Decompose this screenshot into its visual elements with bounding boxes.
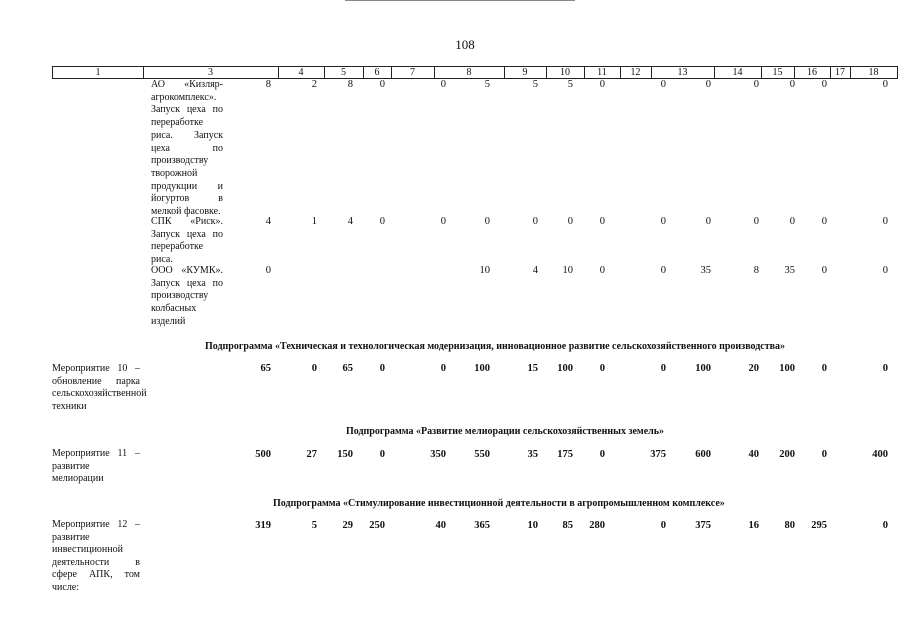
row-risk-value-col11: 0	[567, 216, 573, 227]
measure-12-value-col7: 250	[369, 520, 385, 531]
measure-12-value-col14: 375	[695, 520, 711, 531]
row-risk-value-col10: 0	[532, 216, 538, 227]
header-cell: 3	[208, 67, 213, 78]
header-cell: 16	[807, 67, 817, 78]
row-kumk-value-col15: 8	[753, 265, 759, 276]
measure-11-value-col9: 550	[474, 449, 490, 460]
header-divider	[434, 67, 435, 78]
measure-12-value-col10: 10	[527, 520, 538, 531]
header-divider	[278, 67, 279, 78]
measure-11-value-col11: 175	[557, 449, 573, 460]
row-kizlyar-value-col9: 5	[484, 79, 490, 90]
row-kizlyar-value-col7: 0	[379, 79, 385, 90]
row-kumk-value-col12: 0	[599, 265, 605, 276]
measure-11-value-col14: 600	[695, 449, 711, 460]
header-cell: 10	[560, 67, 570, 78]
row-kumk-value-col17: 0	[821, 265, 827, 276]
header-divider	[324, 67, 325, 78]
measure-11-value-col18: 400	[872, 449, 888, 460]
measure-11-value-col4: 500	[255, 449, 271, 460]
header-cell: 14	[732, 67, 743, 78]
row-kumk-value-col11: 10	[562, 265, 573, 276]
subprogram-heading-melioration: Подпрограмма «Развитие мелиорации сельскохозяйственных земель»	[346, 426, 665, 437]
header-divider	[850, 67, 851, 78]
header-divider	[761, 67, 762, 78]
row-kizlyar-description: АО «Кизляр-агрокомплекс». Запуск цеха по переработке риса. Запуск цеха по производству творожной продукции и йогуртов в мелкой фасовке.	[151, 79, 223, 218]
row-kizlyar-value-col8: 0	[440, 79, 446, 90]
row-kumk-value-col10: 4	[532, 265, 538, 276]
header-divider	[584, 67, 585, 78]
header-cell: 5	[341, 67, 346, 78]
row-kumk-value-col4: 0	[265, 265, 271, 276]
row-kumk-value-col16: 35	[784, 265, 795, 276]
header-cell: 17	[835, 67, 845, 78]
row-risk-value-col12: 0	[599, 216, 605, 227]
measure-12-value-col9: 365	[474, 520, 490, 531]
measure-11-value-col12: 0	[599, 449, 605, 460]
header-cell: 9	[522, 67, 528, 78]
row-risk-description: СПК «Риск». Запуск цеха по переработке риса.	[151, 216, 223, 266]
measure-11-value-col5: 27	[306, 449, 317, 460]
row-kizlyar-value-col13: 0	[660, 79, 666, 90]
measure-11-value-col17: 0	[821, 449, 827, 460]
row-kizlyar-value-col16: 0	[789, 79, 795, 90]
header-divider	[794, 67, 795, 78]
measure-12-value-col6: 29	[342, 520, 353, 531]
header-cell: 11	[597, 67, 607, 78]
page-top-rule	[345, 0, 575, 1]
measure-12-value-col17: 295	[811, 520, 827, 531]
measure-10-value-col9: 100	[474, 363, 490, 374]
measure-10-value-col6: 65	[342, 363, 353, 374]
header-divider	[391, 67, 392, 78]
measure-10-value-col12: 0	[599, 363, 605, 374]
row-kizlyar-value-col12: 0	[599, 79, 605, 90]
header-divider	[620, 67, 621, 78]
header-divider	[143, 67, 144, 78]
measure-10-value-col11: 100	[557, 363, 573, 374]
row-kizlyar-value-col6: 8	[347, 79, 353, 90]
header-divider	[651, 67, 652, 78]
header-cell: 12	[630, 67, 641, 78]
row-kumk-description: ООО «КУМК». Запуск цеха по производству колбасных изделий	[151, 265, 223, 327]
measure-12-value-col15: 16	[748, 520, 759, 531]
row-risk-value-col13: 0	[660, 216, 666, 227]
page-number: 108	[455, 37, 475, 52]
measure-12-value-col16: 80	[784, 520, 795, 531]
header-cell: 4	[298, 67, 304, 78]
measure-10-value-col17: 0	[821, 363, 827, 374]
header-cell: 18	[868, 67, 879, 78]
row-risk-value-col16: 0	[789, 216, 795, 227]
row-kizlyar-value-col14: 0	[705, 79, 711, 90]
header-cell: 7	[410, 67, 415, 78]
header-divider	[546, 67, 547, 78]
row-kizlyar-value-col15: 0	[753, 79, 759, 90]
header-divider	[504, 67, 505, 78]
row-risk-value-col7: 0	[379, 216, 385, 227]
header-divider	[830, 67, 831, 78]
row-kizlyar-value-col17: 0	[821, 79, 827, 90]
row-risk-value-col15: 0	[753, 216, 759, 227]
measure-11-value-col6: 150	[337, 449, 353, 460]
measure-12-description: Мероприятие 12 – развитие инвестиционной деятельности в сфере АПК, том числе:	[52, 519, 140, 593]
row-risk-value-col6: 4	[347, 216, 353, 227]
measure-12-value-col8: 40	[435, 520, 446, 531]
measure-12-value-col13: 0	[660, 520, 666, 531]
row-kizlyar-value-col10: 5	[532, 79, 538, 90]
row-risk-value-col17: 0	[821, 216, 827, 227]
measure-11-description: Мероприятие 11 – развитие мелиорации	[52, 448, 140, 484]
measure-12-value-col4: 319	[255, 520, 271, 531]
measure-11-value-col10: 35	[527, 449, 538, 460]
header-cell: 6	[374, 67, 380, 78]
measure-11-value-col13: 375	[650, 449, 666, 460]
row-risk-value-col5: 1	[311, 216, 317, 227]
measure-12-value-col18: 0	[882, 520, 888, 531]
header-divider	[363, 67, 364, 78]
measure-11-value-col7: 0	[379, 449, 385, 460]
row-kizlyar-value-col11: 5	[567, 79, 573, 90]
header-cell: 13	[677, 67, 688, 78]
row-risk-value-col18: 0	[882, 216, 888, 227]
table-header	[52, 66, 898, 79]
measure-10-value-col7: 0	[379, 363, 385, 374]
subprogram-heading-investment: Подпрограмма «Стимулирование инвестиционной деятельности в агропромышленном комплексе»	[273, 498, 725, 509]
measure-10-value-col13: 0	[660, 363, 666, 374]
measure-10-value-col18: 0	[882, 363, 888, 374]
header-cell: 8	[466, 67, 472, 78]
row-risk-value-col4: 4	[265, 216, 271, 227]
measure-10-value-col14: 100	[695, 363, 711, 374]
measure-10-value-col16: 100	[779, 363, 795, 374]
measure-10-value-col10: 15	[527, 363, 538, 374]
header-cell: 1	[95, 67, 101, 78]
subprogram-heading-modernization: Подпрограмма «Техническая и технологическая модернизация, инновационное развитие сельскохозяйственного производства»	[205, 341, 786, 352]
measure-11-value-col8: 350	[430, 449, 446, 460]
row-kizlyar-value-col4: 8	[265, 79, 271, 90]
row-kumk-value-col13: 0	[660, 265, 666, 276]
row-kumk-value-col18: 0	[882, 265, 888, 276]
row-risk-value-col8: 0	[440, 216, 446, 227]
measure-11-value-col15: 40	[748, 449, 759, 460]
measure-12-value-col11: 85	[562, 520, 573, 531]
row-kizlyar-value-col5: 2	[311, 79, 317, 90]
row-risk-value-col14: 0	[705, 216, 711, 227]
measure-11-value-col16: 200	[779, 449, 795, 460]
measure-10-value-col8: 0	[440, 363, 446, 374]
row-kizlyar-value-col18: 0	[882, 79, 888, 90]
row-kumk-value-col9: 10	[479, 265, 490, 276]
header-divider	[714, 67, 715, 78]
measure-12-value-col5: 5	[311, 520, 317, 531]
header-cell: 15	[772, 67, 783, 78]
measure-10-description: Мероприятие 10 – обновление парка сельскохозяйственной техники	[52, 363, 147, 412]
measure-10-value-col4: 65	[260, 363, 271, 374]
measure-10-value-col5: 0	[311, 363, 317, 374]
row-kumk-value-col14: 35	[700, 265, 711, 276]
row-risk-value-col9: 0	[484, 216, 490, 227]
measure-12-value-col12: 280	[589, 520, 605, 531]
measure-10-value-col15: 20	[748, 363, 759, 374]
